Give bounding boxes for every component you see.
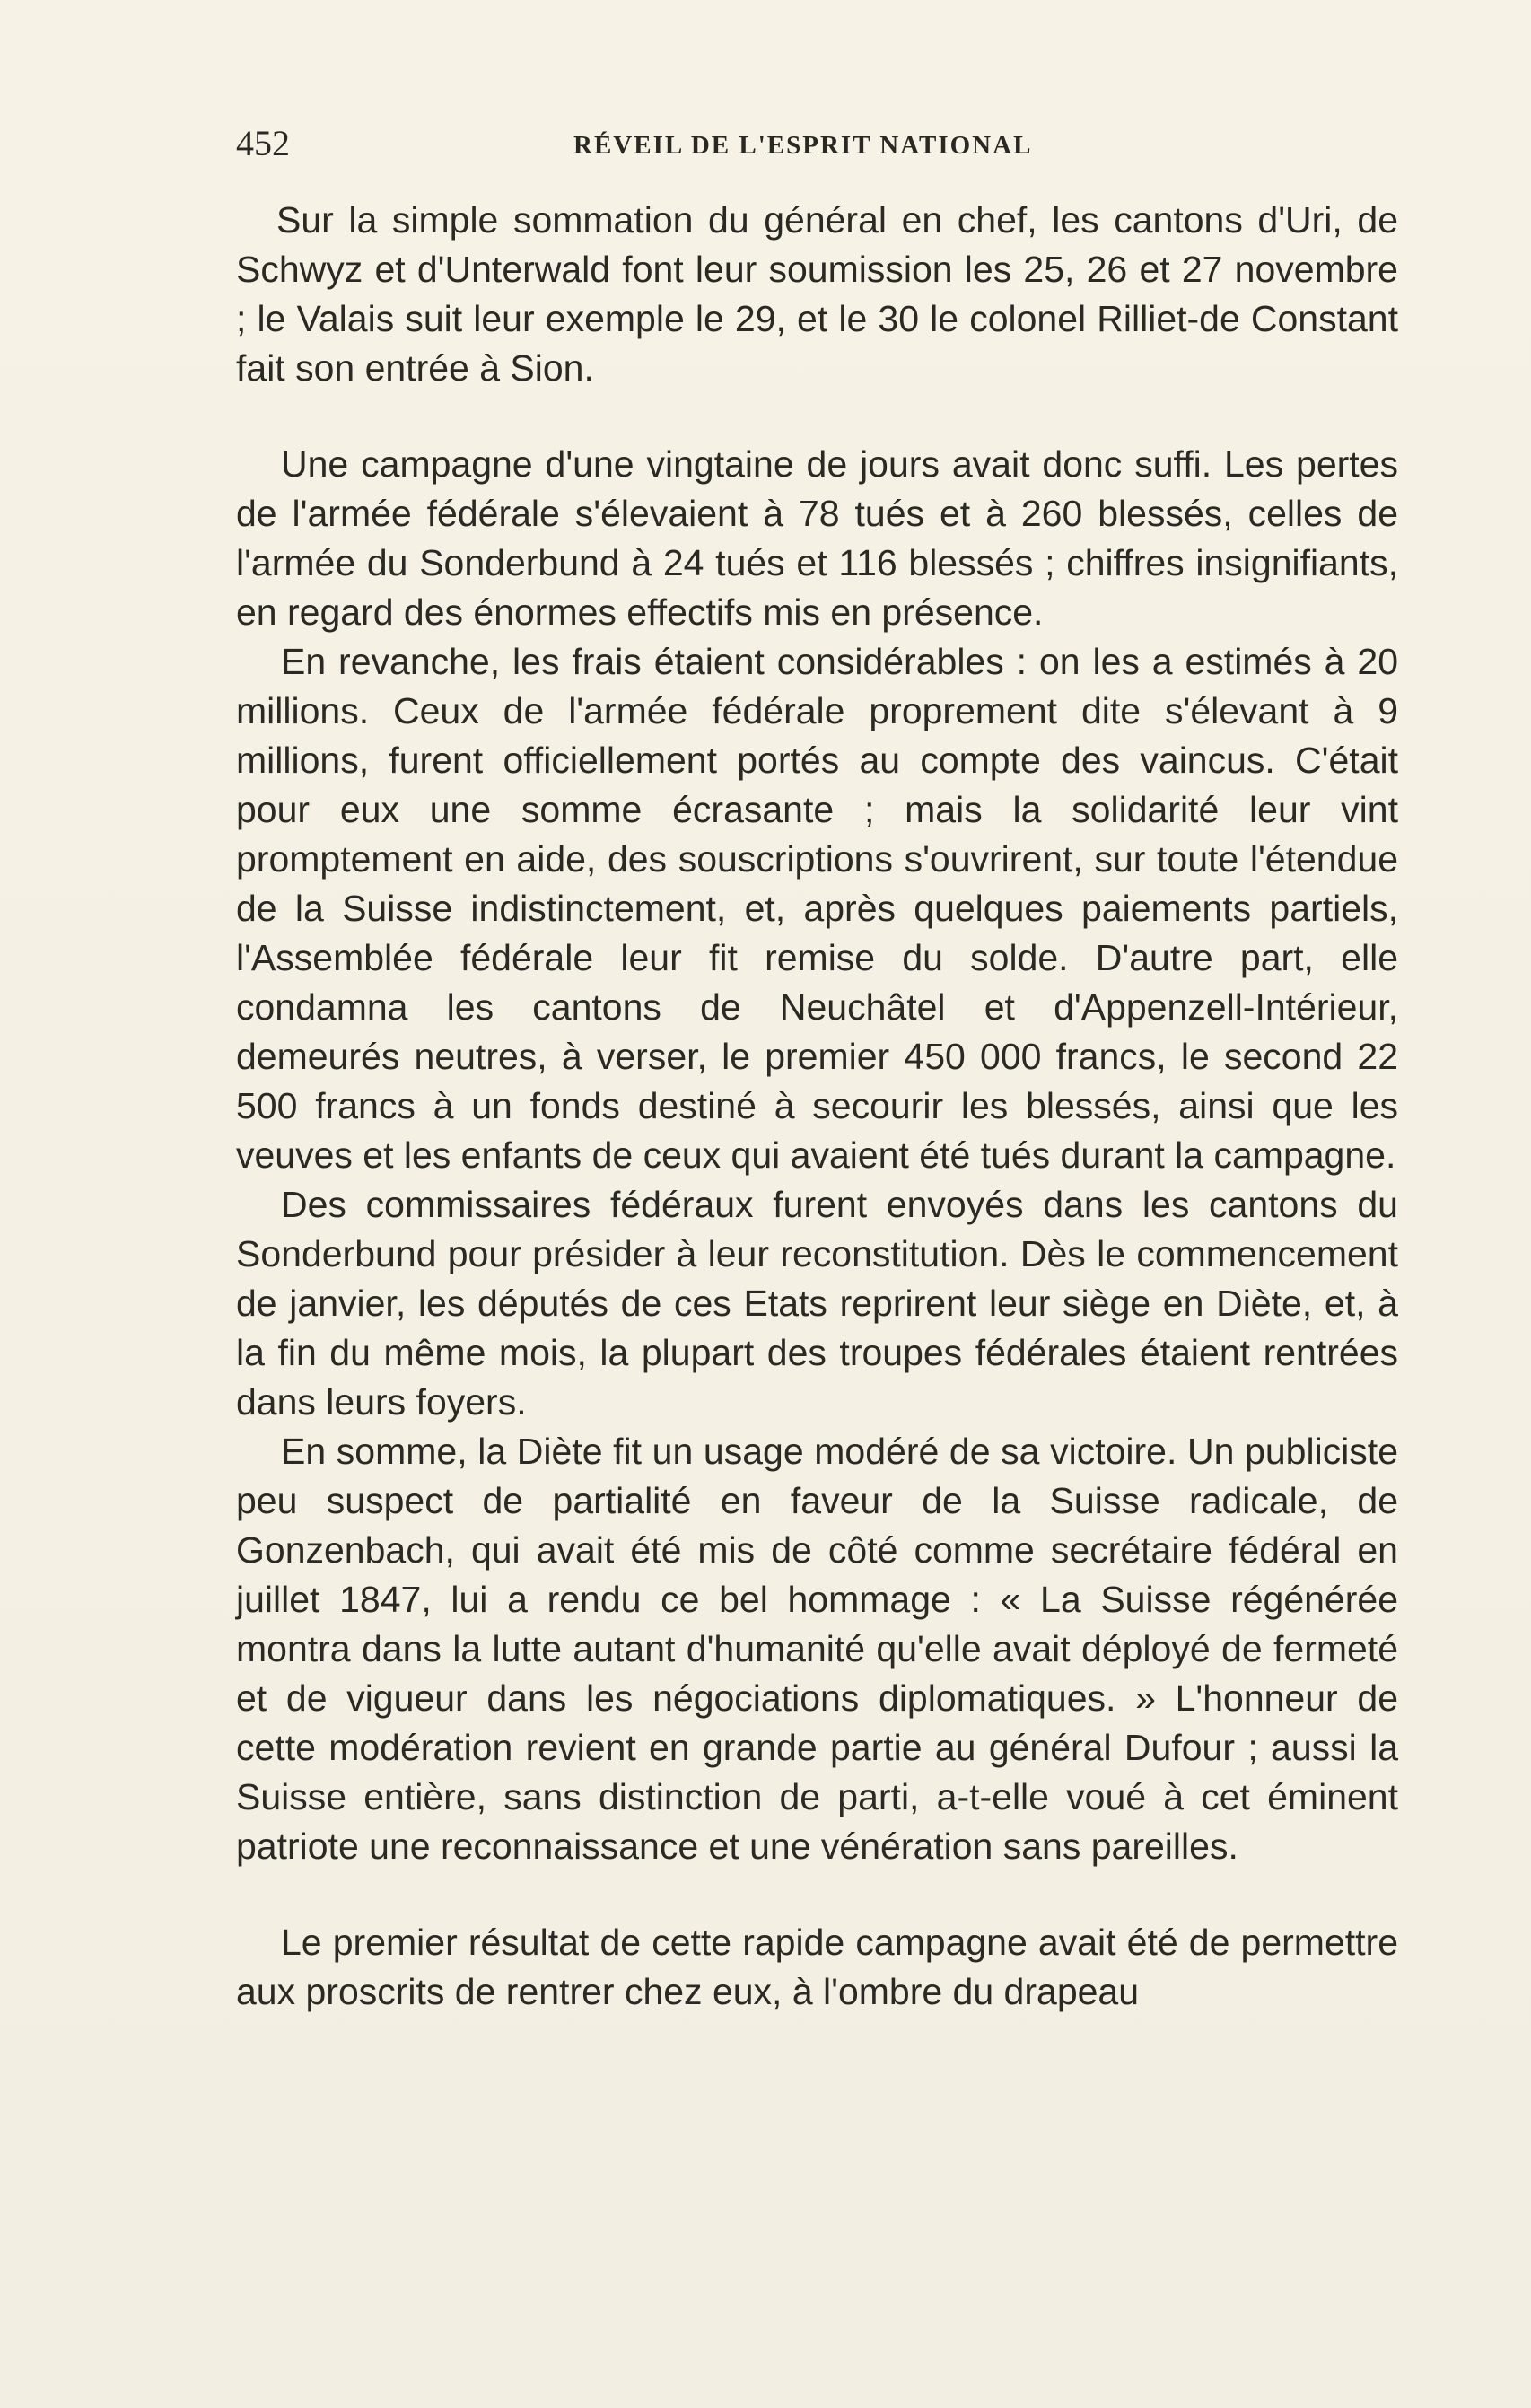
running-title: RÉVEIL DE L'ESPRIT NATIONAL <box>573 131 1033 160</box>
paragraph-first-result: Le premier résultat de cette rapide campagne avait été de permettre aux proscrits de rentrer chez eux, à l'ombre du drapeau <box>236 1922 1398 2012</box>
text-body <box>236 196 1398 2017</box>
paragraph-costs: En revanche, les frais étaient considérables : on les a estimés à 20 millions. Ceux de l'armée fédérale proprement dite s'élevant à 9 millions, furent officiellement portés au compte des vaincus. C'était pour eux une somme écrasante ; mais la solidarité leur vint promptement en aide, des souscriptions s'ouvrirent, sur toute l'étendue de la Suisse indistinctement, et, après quelques paiements partiels, l'Assemblée fédérale leur fit remise du solde. D'autre part, elle condamna les cantons de Neuchâtel et d'Appenzell-Intérieur, demeurés neutres, à verser, le premier 450 000 francs, le second 22 500 francs à un fonds destiné à secourir les blessés, ainsi que les veuves et les enfants de ceux qui avaient été tués durant la campagne. <box>236 641 1398 1176</box>
paragraph-losses: Une campagne d'une vingtaine de jours avait donc suffi. Les pertes de l'armée fédérale s'élevaient à 78 tués et à 260 blessés, celles de l'armée du Sonderbund à 24 tués et 116 blessés ; chiffres insignifiants, en regard des énormes effectifs mis en présence. <box>236 443 1398 633</box>
running-head <box>236 122 1403 176</box>
paragraph-submission: Sur la simple sommation du général en chef, les cantons d'Uri, de Schwyz et d'Unterwald font leur soumission les 25, 26 et 27 novembre ; le Valais suit leur exemple le 29, et le 30 le colonel Rilliet-de Constant fait son entrée à Sion. <box>236 199 1398 389</box>
section-gap <box>236 393 1398 440</box>
paragraph-commissioners: Des commissaires fédéraux furent envoyés dans les cantons du Sonderbund pour présider à leur reconstitution. Dès le commencement de janvier, les députés de ces Etats reprirent leur siège en Diète, et, à la fin du même mois, la plupart des troupes fédérales étaient rentrées dans leurs foyers. <box>236 1184 1398 1423</box>
paragraph-moderation: En somme, la Diète fit un usage modéré de sa victoire. Un publiciste peu suspect de partialité en faveur de la Suisse radicale, de Gonzenbach, qui avait été mis de côté comme secrétaire fédéral en juillet 1847, lui a rendu ce bel hommage : « La Suisse régénérée montra dans la lutte autant d'humanité qu'elle avait déployé de fermeté et de vigueur dans les négociations diplomatiques. » L'honneur de cette modération revient en grande partie au général Dufour ; aussi la Suisse entière, sans distinction de parti, a-t-elle voué à cet éminent patriote une reconnaissance et une vénération sans pareilles. <box>236 1431 1398 1867</box>
page-number: 452 <box>236 123 290 163</box>
section-gap <box>236 1871 1398 1918</box>
